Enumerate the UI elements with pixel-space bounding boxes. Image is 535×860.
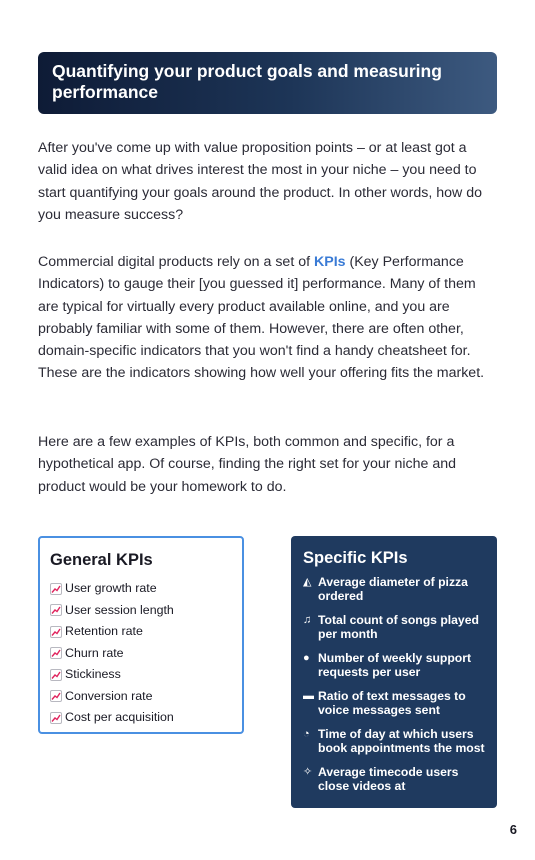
list-item bbox=[50, 600, 232, 622]
specific-kpis-title: Specific KPIs bbox=[303, 549, 408, 567]
chart-increasing-icon bbox=[50, 712, 62, 724]
kpi-paragraph bbox=[38, 251, 498, 385]
list-item-label: Conversion rate bbox=[65, 688, 153, 703]
list-item-label: User growth rate bbox=[65, 581, 157, 595]
music-note-icon: ♫ bbox=[303, 614, 312, 626]
general-kpis-list bbox=[50, 578, 232, 729]
list-item bbox=[50, 664, 232, 686]
list-item bbox=[303, 576, 485, 603]
list-item-label: Cost per acquisition bbox=[65, 710, 174, 724]
list-item-label: User session length bbox=[65, 602, 174, 617]
list-item bbox=[303, 614, 485, 641]
list-item-label: Average timecode users close videos at bbox=[318, 765, 459, 793]
list-item bbox=[50, 643, 232, 665]
list-item-label: Number of weekly support requests per user bbox=[318, 651, 472, 679]
list-item-label: Average diameter of pizza ordered bbox=[318, 575, 468, 603]
chart-increasing-icon bbox=[50, 604, 62, 616]
list-item-label: Ratio of text messages to voice messages sent bbox=[318, 689, 466, 717]
list-item bbox=[303, 690, 485, 717]
specific-kpis-list bbox=[303, 576, 485, 793]
list-item bbox=[50, 578, 232, 600]
list-item bbox=[50, 686, 232, 708]
list-item-label: Retention rate bbox=[65, 624, 143, 638]
chart-increasing-icon bbox=[50, 647, 62, 659]
kpi-paragraph-start: Commercial digital products rely on a set of bbox=[38, 254, 314, 270]
clock-icon: ◔ bbox=[303, 728, 310, 740]
list-item bbox=[303, 652, 485, 679]
intro-paragraph: After you've come up with value proposition points – or at least got a valid idea on what drives interest the most in your niche – you need to start quantifying your goals around the product. In other words, how do you measure success? bbox=[38, 140, 483, 223]
chart-increasing-icon bbox=[50, 626, 62, 638]
list-item bbox=[50, 621, 232, 643]
pizza-icon: ◭ bbox=[303, 576, 312, 588]
chart-increasing-icon bbox=[50, 690, 62, 702]
specific-kpis-card bbox=[291, 536, 497, 808]
examples-paragraph: Here are a few examples of KPIs, both common and specific, for a hypothetical app. Of course, finding the right set for your niche and product would be your homework to do. bbox=[38, 434, 456, 495]
list-item-label: Total count of songs played per month bbox=[318, 613, 479, 641]
general-kpis-title: General KPIs bbox=[50, 551, 153, 569]
general-kpis-card bbox=[38, 536, 244, 734]
list-item bbox=[303, 728, 485, 755]
kpis-link[interactable]: KPIs bbox=[313, 254, 346, 270]
section-title: Quantifying your product goals and measuring performance bbox=[52, 61, 442, 102]
chart-increasing-icon bbox=[50, 669, 62, 681]
list-item-label: Stickiness bbox=[65, 667, 121, 681]
bomb-icon: ● bbox=[303, 652, 310, 664]
page-number: 6 bbox=[509, 822, 517, 837]
sparkle-icon: ✧ bbox=[303, 766, 313, 778]
chart-increasing-icon bbox=[50, 583, 62, 595]
kpi-paragraph-end: (Key Performance Indicators) to gauge their [you guessed it] performance. Many of them are typical for virtually every product available online, and you are probably familiar with some of them. However, there are often other, domain-specific indicators that you won't find a handy cheatsheet for. These are the indicators showing how well your offering fits the market. bbox=[38, 254, 485, 382]
speech-bubble-icon: ▬ bbox=[303, 690, 314, 702]
list-item-label: Churn rate bbox=[65, 645, 124, 660]
list-item bbox=[50, 707, 232, 729]
list-item bbox=[303, 766, 485, 793]
list-item-label: Time of day at which users book appointments the most bbox=[318, 727, 485, 755]
section-header bbox=[38, 52, 497, 114]
